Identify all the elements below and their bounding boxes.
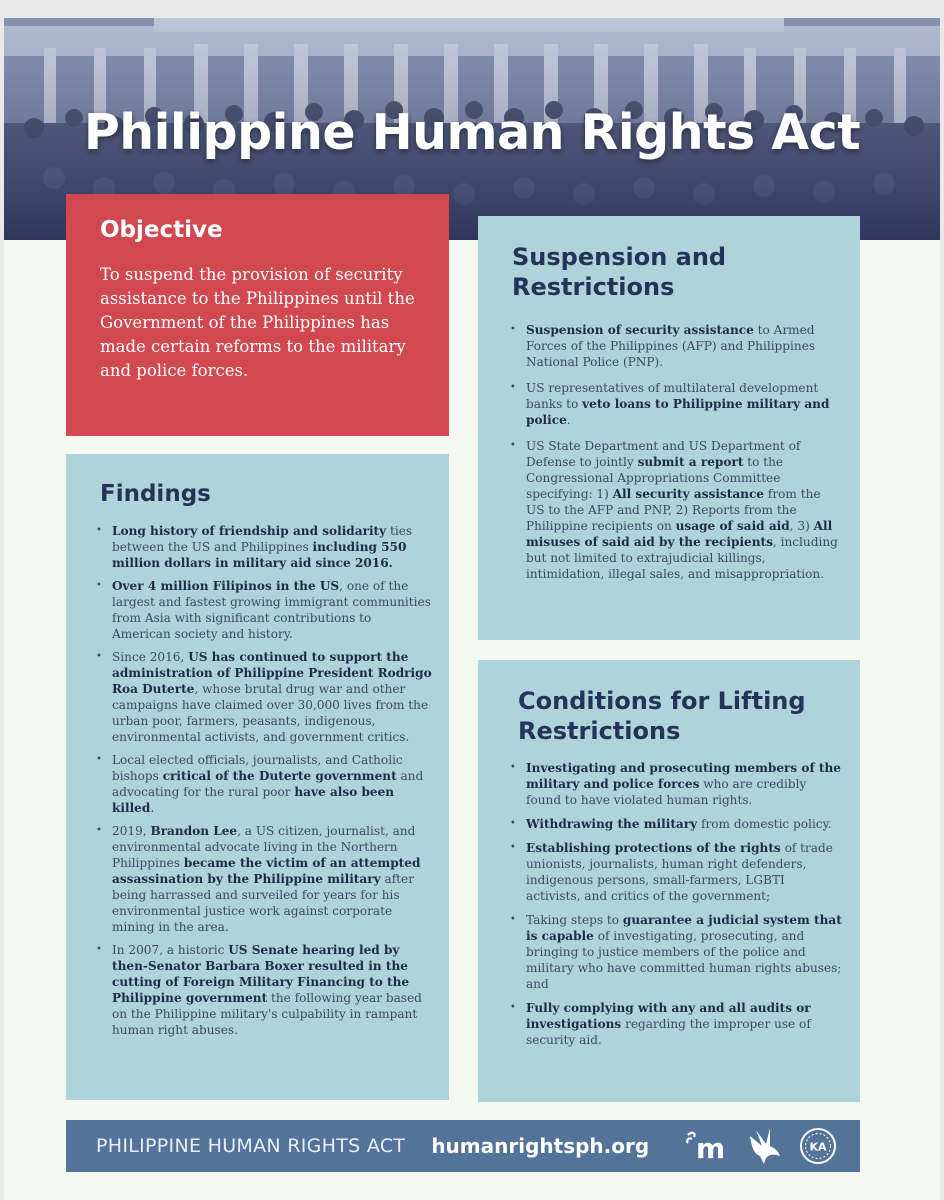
text-run: . — [566, 413, 571, 427]
partner-logos — [684, 1126, 838, 1166]
bold-text: Over 4 million Filipinos in the US — [112, 578, 340, 593]
text-run: from the US to the AFP and PNP, 2) Reports from the Philippine recipients on — [526, 487, 821, 533]
text-run: , a US citizen, journalist, and environmental advocate living in the Northern Philippines — [112, 823, 416, 870]
text-run: . — [150, 800, 155, 815]
suspension-card — [478, 216, 860, 640]
bold-text: Suspension of security assistance — [526, 323, 754, 337]
bullet-item — [94, 578, 433, 642]
bold-text: Establishing protections of the rights — [526, 841, 781, 855]
bold-text: veto loans to Philippine military and police — [526, 397, 830, 427]
bold-text: became the victim of an attempted assassination by the Philippine military — [112, 855, 421, 886]
objective-text: To suspend the provision of security assistance to the Philippines until the Government of the Philippines has made certain reforms to the military and police forces. — [100, 264, 415, 380]
ka-seal-icon — [798, 1126, 838, 1166]
bold-text: guarantee a judicial system that is capable — [526, 913, 842, 943]
text-run: who are credibly found to have violated human rights. — [526, 777, 807, 807]
text-run: from domestic policy. — [697, 817, 832, 831]
text-run: Taking steps to — [526, 913, 623, 927]
text-run: , one of the largest and fastest growing immigrant communities from Asia with significant contributions to American society and history. — [112, 578, 431, 641]
text-run: after being harrassed and surveiled for years for his environmental justice work against corporate mining in the area. — [112, 871, 414, 934]
findings-heading: Findings — [100, 481, 211, 507]
conditions-heading: Conditions for Lifting Restrictions — [518, 687, 806, 745]
text-run: , 3) — [789, 519, 814, 533]
bold-text: Brandon Lee — [150, 823, 238, 838]
bullet-item — [508, 840, 842, 904]
text-run: 2019, — [112, 823, 151, 838]
text-run: Since 2016, — [112, 649, 189, 664]
bold-text: usage of said aid — [675, 519, 790, 533]
bold-text: critical of the Duterte government — [162, 768, 397, 783]
findings-card — [66, 454, 449, 1100]
bold-text: US Senate hearing led by then-Senator Barbara Boxer resulted in the cutting of Foreign Military Financing to the Philippine government — [112, 942, 410, 1005]
text-run: regarding the improper use of security aid. — [526, 1017, 811, 1047]
ka-seal-text: KA — [809, 1140, 827, 1154]
bullet-item — [508, 816, 842, 832]
text-run: to Armed Forces of the Philippines (AFP) and Philippines National Police (PNP). — [526, 323, 816, 369]
m-logo-text: m — [696, 1132, 726, 1163]
bullet-item — [94, 823, 433, 935]
bold-text: Fully complying with any and all audits or investigations — [526, 1001, 811, 1031]
bold-text: All misuses of said aid by the recipients — [526, 519, 833, 549]
bullet-item — [94, 649, 433, 745]
bullet-item — [508, 322, 842, 370]
bullet-item — [94, 942, 433, 1038]
objective-card — [66, 194, 449, 436]
text-run: and advocating for the rural poor — [112, 768, 424, 799]
conditions-list — [508, 760, 842, 1048]
flyer-page — [4, 18, 940, 1200]
m-logo-icon — [684, 1129, 730, 1163]
text-run: In 2007, a historic — [112, 942, 229, 957]
footer-bar — [66, 1120, 860, 1172]
bullet-item — [94, 752, 433, 816]
bold-text: submit a report — [637, 455, 744, 469]
suspension-list — [508, 322, 842, 582]
dove-logo-icon — [744, 1126, 784, 1166]
bold-text: All security assistance — [612, 487, 765, 501]
findings-list — [94, 523, 433, 1038]
text-run: ties between the US and Philippines — [112, 523, 413, 554]
suspension-heading: Suspension and Restrictions — [512, 243, 727, 301]
bullet-item — [94, 523, 433, 571]
text-run: US State Department and US Department of Defense to jointly — [526, 439, 801, 469]
bold-text: Investigating and prosecuting members of the military and police forces — [526, 761, 841, 791]
text-run: of investigating, prosecuting, and bringing to justice members of the police and military who have committed human rights abuses; and — [526, 929, 842, 991]
bullet-item — [508, 912, 842, 992]
objective-heading: Objective — [100, 217, 223, 243]
bullet-item — [508, 438, 842, 582]
bullet-item — [508, 380, 842, 428]
footer-act-name: PHILIPPINE HUMAN RIGHTS ACT — [96, 1135, 406, 1157]
text-run: of trade unionists, journalists, human right defenders, indigenous persons, small-farmers, LGBTI activists, and critics of the government; — [526, 841, 833, 903]
page-title: Philippine Human Rights Act — [83, 104, 861, 161]
text-run: to the Congressional Appropriations Committee specifying: 1) — [526, 455, 784, 501]
text-run: , including but not limited to extrajudicial killings, intimidation, illegal sales, and misappropriation. — [526, 535, 838, 581]
website-link[interactable]: humanrightsph.org — [431, 1134, 650, 1158]
bold-text: Withdrawing the military — [526, 817, 698, 831]
conditions-card — [478, 660, 860, 1102]
bullet-item — [508, 1000, 842, 1048]
bold-text: have also been killed — [112, 784, 395, 815]
bold-text: US has continued to support the administration of Philippine President Rodrigo Roa Duterte — [112, 649, 432, 696]
text-run: , whose brutal drug war and other campaigns have claimed over 30,000 lives from the urban poor, farmers, peasants, indigenous, environmental activists, and government critics. — [112, 681, 429, 744]
text-run: the following year based on the Philippine military's culpability in rampant human right abuses. — [112, 990, 422, 1037]
bold-text: including 550 million dollars in military aid since 2016. — [112, 539, 407, 570]
text-run: US representatives of multilateral development banks to — [526, 381, 819, 411]
text-run: Local elected officials, journalists, and Catholic bishops — [112, 752, 403, 783]
bold-text: Long history of friendship and solidarity — [112, 523, 387, 538]
bullet-item — [508, 760, 842, 808]
